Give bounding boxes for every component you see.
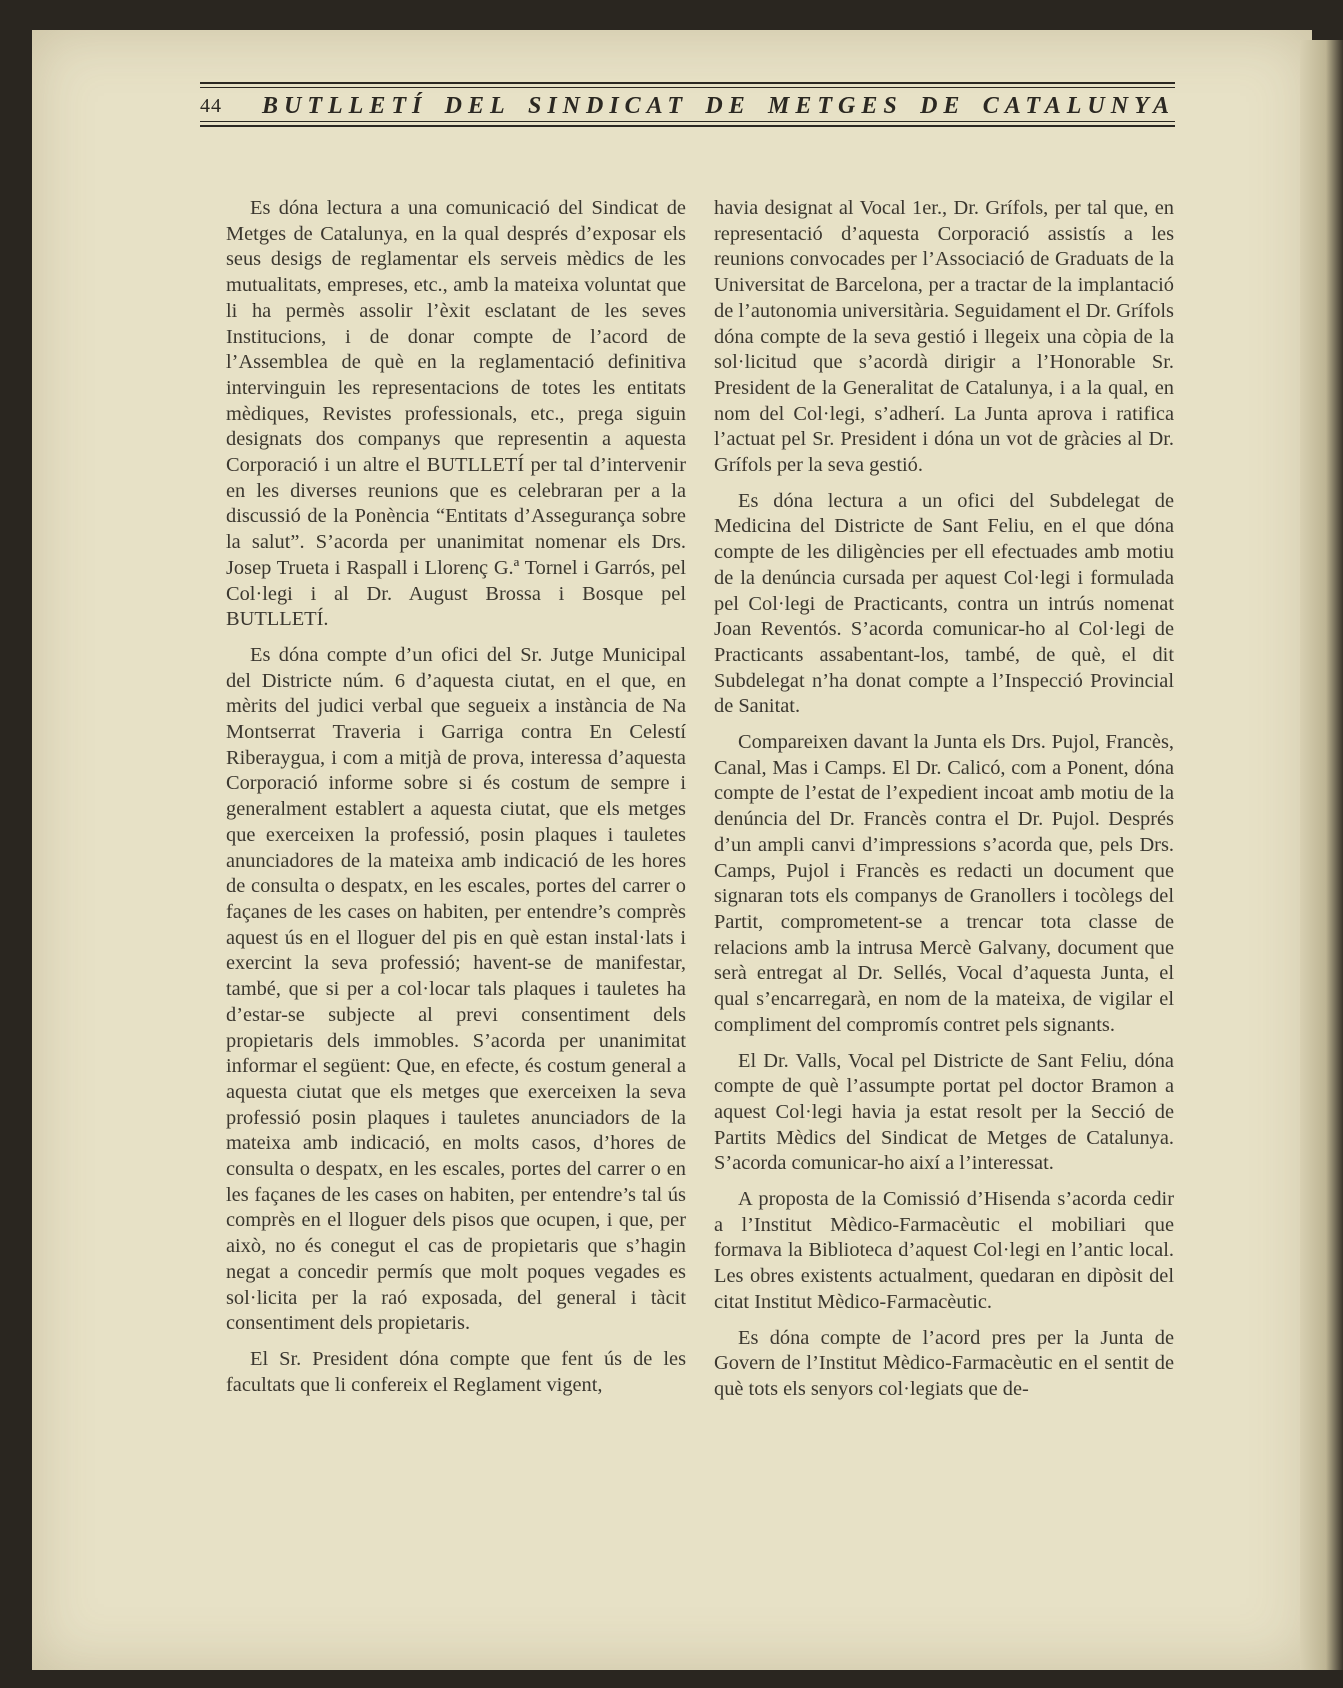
- text-column-left: [226, 196, 686, 1408]
- page-edge-shadow: [1300, 40, 1343, 1670]
- running-header: [200, 92, 1175, 120]
- header-rule-top: [200, 82, 1175, 91]
- paragraph: Es dóna lectura a una comunicació del Sindicat de Metges de Catalunya, en la qual després d’exposar els seus desigs de reglamentar els serveis mèdics de les mutualitats, empreses, etc., amb la mateixa voluntat que li ha permès assolir l’èxit esclatant de les seves Institucions, i de donar compte de l’acord de l’Assemblea de què en la reglamentació definitiva intervinguin les representacions de totes les entitats mèdiques, Revistes professionals, etc., prega siguin designats dos companys que representin a aquesta Corporació i un altre el BUTLLETÍ per tal d’intervenir en les diverses reunions que es celebraran per a la discussió de la Ponència “Entitats d’Assegurança sobre la salut”. S’acorda per unanimitat nomenar els Drs. Josep Trueta i Raspall i Llorenç G.ª Tornel i Garrós, pel Col·legi i al Dr. August Brossa i Bosque pel BUTLLETÍ.: [226, 197, 686, 631]
- paragraph: Es dóna compte de l’acord pres per la Junta de Govern de l’Institut Mèdico-Farmacèutic en el sentit de què tots els senyors col·legiats que de-: [714, 1326, 1174, 1400]
- paragraph-continued: havia designat al Vocal 1er., Dr. Grífols, per tal que, en representació d’aquesta Corporació assistís a les reunions convocades per l’Associació de Graduats de la Universitat de Barcelona, per a tractar de la implantació de l’autonomia universitària. Seguidament el Dr. Grífols dóna compte de la seva gestió i llegeix una còpia de la sol·licitud que s’acordà dirigir a l’Honorable Sr. President de la Generalitat de Catalunya, i a la qual, en nom del Col·legi, s’adherí. La Junta aprova i ratifica l’actuat pel Sr. President i dóna un vot de gràcies al Dr. Grífols per la seva gestió.: [714, 197, 1174, 477]
- paragraph: A proposta de la Comissió d’Hisenda s’acorda cedir a l’Institut Mèdico-Farmacèutic el mobiliari que formava la Biblioteca d’aquest Col·legi en l’antic local. Les obres existents actualment, quedaran en dipòsit del citat Institut Mèdico-Farmacèutic.: [714, 1188, 1174, 1313]
- paragraph: Compareixen davant la Junta els Drs. Pujol, Francès, Canal, Mas i Camps. El Dr. Calicó, com a Ponent, dóna compte de l’estat de l’expedient incoat amb motiu de la denúncia del Dr. Francès contra el Dr. Pujol. Després d’un ampli canvi d’impressions s’acorda que, pels Drs. Camps, Pujol i Francès es redacti un document que signaran tots els companys de Granollers i tocòlegs del Partit, comprometent-se a trencar tota classe de relacions amb la intrusa Mercè Galvany, document que serà entregat al Dr. Sellés, Vocal d’aquesta Junta, el qual s’encarregarà, en nom de la mateixa, de vigilar el compliment del compromís contret pels signants.: [714, 731, 1174, 1036]
- publication-title: [262, 93, 1175, 120]
- paragraph: El Sr. President dóna compte que fent ús de les facultats que li confereix el Reglament vigent,: [226, 1347, 686, 1396]
- title-word: SINDICAT: [527, 92, 689, 119]
- title-word: BUTLLETÍ: [262, 92, 428, 119]
- paragraph: El Dr. Valls, Vocal pel Districte de Sant Feliu, dóna compte de què l’assumpte portat pel doctor Bramon a aquest Col·legi havia ja estat resolt per la Secció de Partits Mèdics del Sindicat de Metges de Catalunya. S’acorda comunicar-ho així a l’interessat.: [714, 1049, 1174, 1175]
- title-word: DEL: [444, 92, 511, 119]
- paragraph: Es dóna compte d’un ofici del Sr. Jutge Municipal del Districte núm. 6 d’aquesta ciutat, en el que, en mèrits del judici verbal que segueix a instància de Na Montserrat Traveria i Garriga contra En Celestí Riberaygua, i com a mitjà de prova, interessa d’aquesta Corporació informe sobre si és costum de sempre i generalment establert a aquesta ciutat, que els metges que exerceixen la professió, posin plaques i tauletes anunciadores de la mateixa amb indicació de les hores de consulta o despatx, en les escales, portes del carrer o façanes de les cases on habiten, per entendre’s comprès aquest ús en el lloguer del pis en què estan instal·lats i exercint la seva professió; havent-se de manifestar, també, que si per a col·locar tals plaques i tauletes ha d’estar-se subjecte al previ consentiment dels propietaris dels immobles. S’acorda per unanimitat informar el següent: Que, en efecte, és costum general a aquesta ciutat que els metges que exerceixen la seva professió posin plaques i tauletes anunciadors de la mateixa amb indicació, en molts casos, d’hores de consulta o despatx, en les escales, portes del carrer o en les façanes de les cases on habiten, per entendre’s tal ús comprès en el lloguer dels pisos que ocupen, i que, per això, no és conegut el cas de propietaris que s’hagin negat a concedir permís que molt poques vegades es sol·licita per la raó exposada, del general i tàcit consentiment dels propietaris.: [226, 643, 686, 1335]
- text-column-right: [714, 196, 1174, 1413]
- title-word: CATALUNYA: [982, 92, 1175, 119]
- title-word: METGES: [768, 92, 903, 119]
- title-word: DE: [705, 92, 751, 119]
- page-number: 44: [200, 94, 222, 117]
- paragraph: Es dóna lectura a un ofici del Subdelegat de Medicina del Districte de Sant Feliu, en el que dóna compte de les diligències per ell efectuades amb motiu de la denúncia cursada per aquest Col·legi i formulada pel Col·legi de Practicants, contra un intrús nomenat Joan Reventós. S’acorda comunicar-ho al Col·legi de Practicants assabentant-los, també, de què, el dit Subdelegat n’ha donat compte a l’Inspecció Provincial de Sanitat.: [714, 489, 1174, 718]
- title-word: DE: [920, 92, 966, 119]
- header-rule-bottom: [200, 121, 1175, 130]
